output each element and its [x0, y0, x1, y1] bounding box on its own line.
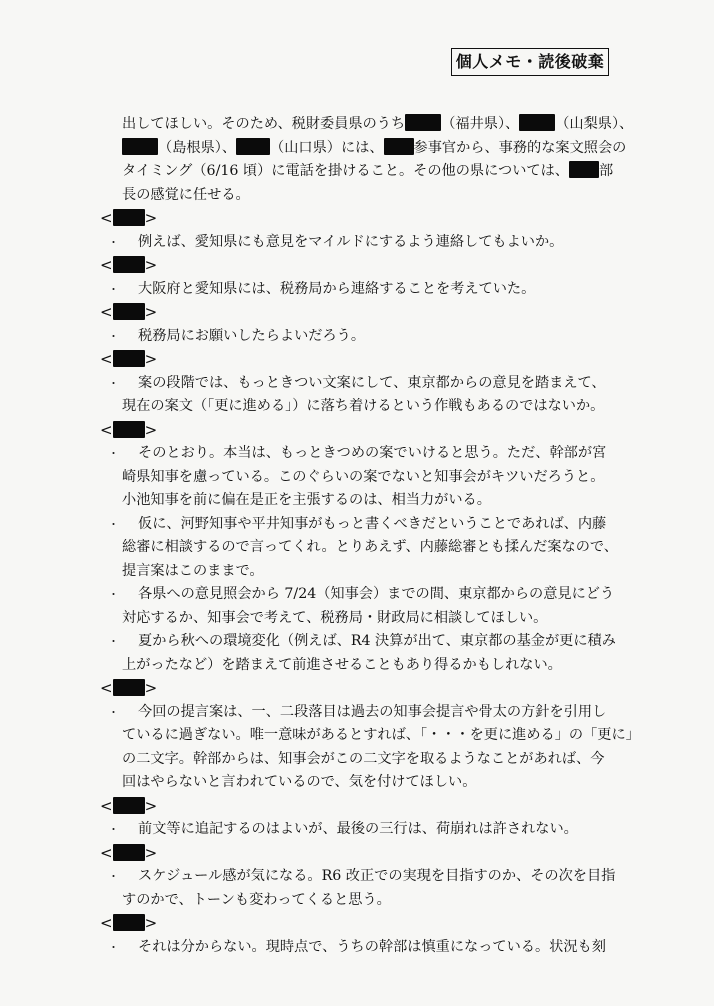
confidential-stamp: 個人メモ・読後破棄 — [451, 48, 609, 76]
redaction — [236, 138, 270, 155]
list-item-continued: の二文字。幹部からは、知事会がこの二文字を取るようなことがあれば、今 — [122, 750, 605, 767]
redaction — [113, 303, 145, 320]
list-item: ・ そのとおり。本当は、もっときつめの案でいけると思う。ただ、幹部が宮 — [108, 445, 607, 461]
list-item: ・ 仮に、河野知事や平井知事がもっと書くべきだということであれば、内藤 — [108, 515, 607, 532]
speaker-label: < > — [100, 256, 158, 274]
list-item-continued: すのかで、トーンも変わってくると思う。 — [122, 891, 391, 908]
list-item: ・ 今回の提言案は、一、二段落目は過去の知事会提言や骨太の方針を引用し — [108, 703, 607, 720]
list-item: ・ 前文等に追記するのはよいが、最後の三行は、荷崩れは許されない。 — [108, 821, 578, 837]
speaker-label: < > — [100, 350, 158, 368]
list-item: ・ 税務局にお願いしたらよいだろう。 — [108, 327, 366, 344]
list-item: ・ 例えば、愛知県にも意見をマイルドにするよう連絡してもよいか。 — [108, 233, 564, 250]
redaction — [113, 914, 145, 931]
speaker-label: < > — [100, 209, 158, 227]
redaction — [113, 350, 145, 367]
redaction — [113, 209, 145, 226]
intro-line-4: 長の感覚に任せる。 — [122, 186, 250, 203]
intro-line-2: （島根県）、 （山口県）には、 参事官から、事務的な案文照会の — [100, 137, 620, 161]
speaker-label: < > — [100, 914, 158, 932]
list-item-continued: ているに過ぎない。唯一意味があるとすれば、「・・・を更に進める」の「更に」 — [122, 727, 640, 743]
list-item: ・ 各県への意見照会から 7/24（知事会）までの間、東京都からの意見にどう — [108, 586, 615, 602]
redaction — [113, 844, 145, 861]
redaction — [113, 797, 145, 814]
list-item: ・ それは分からない。現時点で、うちの幹部は慎重になっている。状況も刻 — [108, 938, 606, 955]
list-item: ・ 案の段階では、もっときつい文案にして、東京都からの意見を踏まえて、 — [108, 374, 606, 391]
redaction — [384, 138, 414, 155]
list-item-continued: 対応するか、知事会で考えて、税務局・財政局に相談してほしい。 — [122, 609, 548, 626]
list-item-continued: 総審に相談するので言ってくれ。とりあえず、内藤総審とも揉んだ案なので、 — [122, 539, 618, 555]
list-item: ・ 夏から秋への環境変化（例えば、R4 決算が出て、東京都の基金が更に積み — [108, 633, 616, 649]
redaction — [122, 138, 158, 155]
redaction — [113, 679, 145, 696]
redaction — [519, 114, 555, 131]
speaker-label: < > — [100, 796, 158, 815]
list-item-continued: 回はやらないと言われているので、気を付けてほしい。 — [122, 774, 477, 790]
intro-line-3: タイミング（6/16 頃）に電話を掛けること。その他の県については、 部 — [122, 163, 614, 179]
redaction — [405, 114, 441, 131]
list-item: ・ スケジュール感が気になる。R6 改正での実現を目指すのか、その次を目指 — [108, 868, 616, 884]
speaker-label: < > — [100, 843, 158, 862]
redaction — [113, 421, 145, 438]
list-item-continued: 小池知事を前に偏在是正を主張するのは、相当力がいる。 — [122, 492, 491, 508]
list-item-continued: 崎県知事を慮っている。このぐらいの案でないと知事会がキツいだろうと。 — [122, 468, 605, 485]
redaction — [569, 161, 599, 178]
speaker-label: < > — [100, 303, 158, 321]
list-item: ・ 大阪府と愛知県には、税務局から連絡することを考えていた。 — [108, 280, 536, 297]
speaker-label: < > — [100, 679, 158, 697]
speaker-label: < > — [100, 420, 158, 439]
redaction — [113, 256, 145, 273]
memo-body — [100, 113, 640, 959]
intro-line-1: 出してほしい。そのため、税財委員県のうち （福井県）、 （山梨県）、 — [122, 116, 634, 132]
list-item-continued: 現在の案文（「更に進める」）に落ち着けるという作戦もあるのではないか。 — [122, 398, 605, 414]
list-item-continued: 提言案はこのままで。 — [122, 562, 264, 579]
list-item-continued: 上がったなど）を踏まえて前進させることもあり得るかもしれない。 — [122, 656, 562, 673]
